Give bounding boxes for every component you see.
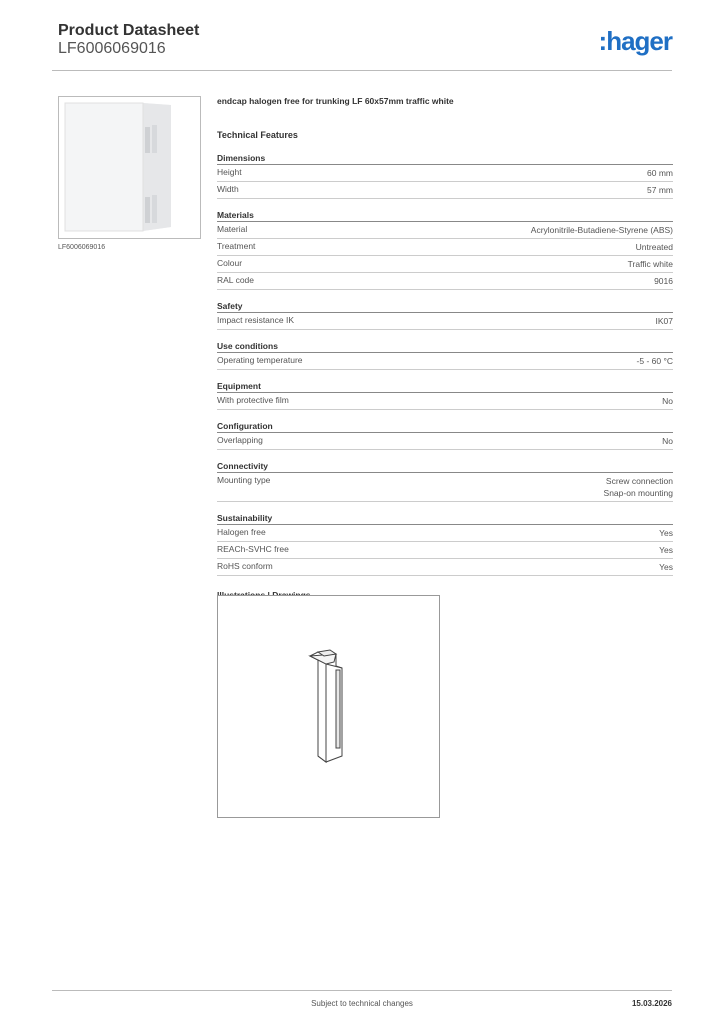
feature-value-line: Screw connection [605, 476, 673, 486]
feature-value [659, 544, 673, 556]
feature-value-line: No [662, 436, 673, 446]
section-materials [217, 209, 673, 290]
feature-value-line: Yes [659, 528, 673, 538]
section-safety [217, 300, 673, 330]
feature-row [217, 273, 673, 290]
section-use-conditions [217, 340, 673, 370]
feature-value-line: Traffic white [627, 259, 673, 269]
feature-value [531, 224, 673, 236]
section-title: Configuration [217, 420, 673, 433]
brand-logo [599, 26, 672, 57]
feature-value [659, 527, 673, 539]
feature-value-line: Untreated [635, 242, 673, 252]
feature-label: Material [217, 224, 248, 234]
feature-label: RoHS conform [217, 561, 273, 571]
section-title: Equipment [217, 380, 673, 393]
feature-value-line: 9016 [654, 276, 673, 286]
feature-label: Height [217, 167, 242, 177]
product-description: endcap halogen free for trunking LF 60x57mm traffic white [217, 96, 454, 106]
feature-label: With protective film [217, 395, 289, 405]
feature-value [656, 315, 674, 327]
feature-label: Width [217, 184, 239, 194]
feature-value-line: 60 mm [647, 168, 673, 178]
datasheet-content [217, 96, 673, 602]
header-divider [52, 70, 672, 71]
footer-divider [52, 990, 672, 991]
feature-row [217, 433, 673, 450]
feature-value [662, 435, 673, 447]
feature-row [217, 542, 673, 559]
feature-value-line: No [662, 396, 673, 406]
feature-value-line: Yes [659, 562, 673, 572]
section-title: Dimensions [217, 152, 673, 165]
footer-note: Subject to technical changes [311, 999, 413, 1008]
feature-row [217, 313, 673, 330]
section-title: Materials [217, 209, 673, 222]
footer-date: 15.03.2026 [631, 999, 672, 1008]
feature-label: Halogen free [217, 527, 266, 537]
feature-label: Impact resistance IK [217, 315, 295, 325]
section-title: Connectivity [217, 460, 673, 473]
feature-row [217, 256, 673, 273]
feature-value [647, 167, 673, 179]
feature-value-line: Acrylonitrile-Butadiene-Styrene (ABS) [530, 225, 673, 235]
technical-drawing [217, 595, 440, 818]
feature-label: RAL code [217, 275, 255, 285]
section-configuration [217, 420, 673, 450]
feature-row [217, 559, 673, 576]
feature-value [628, 258, 673, 270]
technical-features-title: Technical Features [217, 130, 298, 140]
feature-label: Treatment [217, 241, 256, 251]
product-image [58, 96, 201, 239]
logo-dots-icon: : [598, 26, 607, 56]
feature-value-line: 57 mm [647, 185, 673, 195]
feature-value-line: -5 - 60 °C [636, 356, 673, 366]
section-title: Safety [217, 300, 673, 313]
feature-label: Operating temperature [217, 355, 303, 365]
feature-label: Colour [217, 258, 243, 268]
feature-value [659, 561, 673, 573]
feature-row [217, 473, 673, 502]
feature-row [217, 525, 673, 542]
feature-label: Overlapping [217, 435, 263, 445]
feature-row [217, 353, 673, 370]
section-equipment [217, 380, 673, 410]
section-dimensions [217, 152, 673, 199]
feature-label: Mounting type [217, 475, 271, 485]
section-sustainability [217, 512, 673, 576]
section-title: Use conditions [217, 340, 673, 353]
endcap-drawing-icon [218, 596, 439, 817]
feature-value [636, 241, 673, 253]
feature-row [217, 239, 673, 256]
section-connectivity [217, 460, 673, 502]
endcap-photo-icon [59, 97, 200, 238]
product-image-caption: LF6006069016 [58, 244, 106, 251]
page-title: Product Datasheet [58, 22, 200, 39]
feature-value-line: Yes [659, 545, 673, 555]
feature-value [637, 355, 673, 367]
feature-row [217, 165, 673, 182]
feature-row [217, 182, 673, 199]
feature-row [217, 393, 673, 410]
feature-value [662, 395, 673, 407]
feature-value [647, 184, 673, 196]
product-code: LF6006069016 [58, 40, 166, 57]
logo-text: hager [606, 26, 672, 56]
feature-label: REACh-SVHC free [217, 544, 289, 554]
feature-value-line: IK07 [655, 316, 673, 326]
feature-value-line: Snap-on mounting [603, 488, 673, 498]
section-title: Sustainability [217, 512, 673, 525]
feature-row [217, 222, 673, 239]
feature-sections [217, 152, 673, 576]
feature-value [654, 275, 673, 287]
feature-value [604, 475, 673, 499]
